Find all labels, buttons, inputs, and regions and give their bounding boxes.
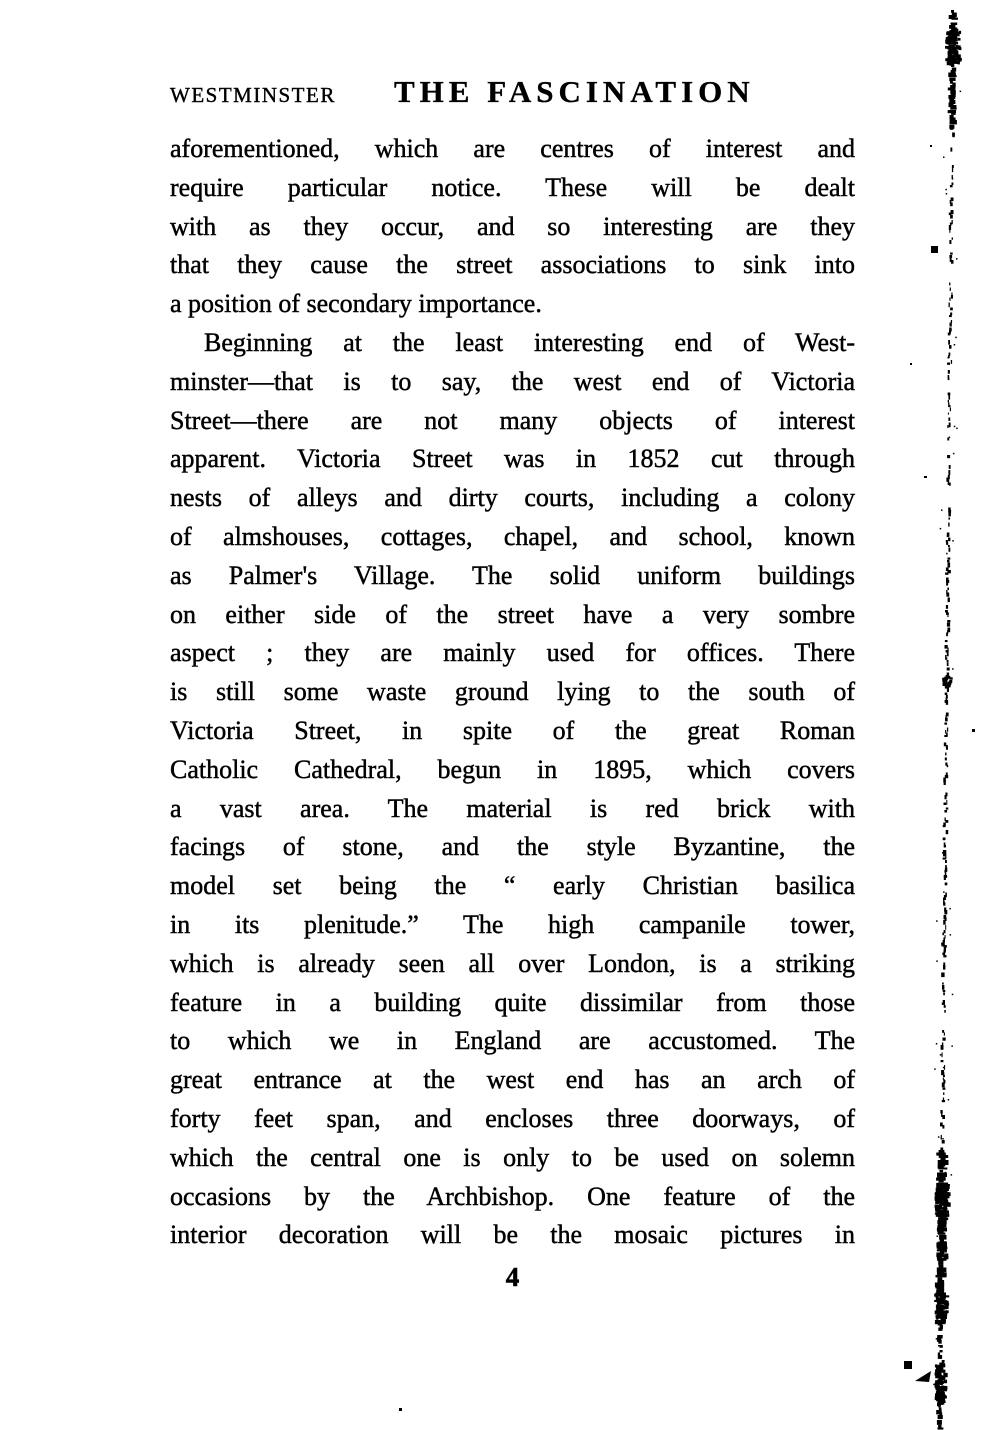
- body-line: that they cause the street associations to sink into: [170, 250, 855, 280]
- body-line: as Palmer's Village. The solid uniform buildings: [170, 560, 855, 590]
- body-line: with as they occur, and so interesting are they: [170, 211, 855, 241]
- body-line: require particular notice. These will be dealt: [170, 172, 855, 202]
- running-head-left: WESTMINSTER: [170, 83, 336, 107]
- body-line: a vast area. The material is red brick with: [170, 793, 855, 823]
- body-line: interior decoration will be the mosaic pictures in: [170, 1220, 855, 1250]
- body-line: is still some waste ground lying to the south of: [170, 677, 855, 707]
- page-number: 4: [505, 1262, 520, 1292]
- body-line: of almshouses, cottages, chapel, and school, known: [170, 521, 855, 551]
- body-line: aspect ; they are mainly used for offices. There: [170, 638, 855, 668]
- body-line: which is already seen all over London, is a striking: [170, 948, 855, 978]
- running-head-right: THE FASCINATION: [394, 74, 755, 109]
- body-line: on either side of the street have a very sombre: [170, 599, 855, 629]
- body-line: minster—that is to say, the west end of Victoria: [170, 366, 855, 396]
- body-line: Street—there are not many objects of interest: [170, 405, 855, 435]
- page-body: [170, 130, 855, 1255]
- body-line: model set being the “ early Christian basilica: [170, 871, 855, 901]
- body-line: which the central one is only to be used on solemn: [170, 1142, 855, 1172]
- body-line: in its plenitude.” The high campanile tower,: [170, 909, 855, 939]
- body-line: nests of alleys and dirty courts, including a colony: [170, 483, 855, 513]
- body-line: Catholic Cathedral, begun in 1895, which covers: [170, 754, 855, 784]
- body-line: Beginning at the least interesting end of West-: [204, 327, 855, 357]
- body-line: to which we in England are accustomed. The: [170, 1026, 855, 1056]
- body-line: great entrance at the west end has an arch of: [170, 1065, 855, 1095]
- body-line: Victoria Street, in spite of the great Roman: [170, 715, 855, 745]
- body-line: forty feet span, and encloses three doorways, of: [170, 1103, 855, 1133]
- body-line: apparent. Victoria Street was in 1852 cut through: [170, 444, 855, 474]
- body-line: occasions by the Archbishop. One feature of the: [170, 1181, 855, 1211]
- body-line: facings of stone, and the style Byzantine, the: [170, 832, 855, 862]
- body-line: a position of secondary importance.: [170, 289, 542, 319]
- body-line: aforementioned, which are centres of interest and: [170, 134, 855, 163]
- body-line: feature in a building quite dissimilar from those: [170, 987, 855, 1017]
